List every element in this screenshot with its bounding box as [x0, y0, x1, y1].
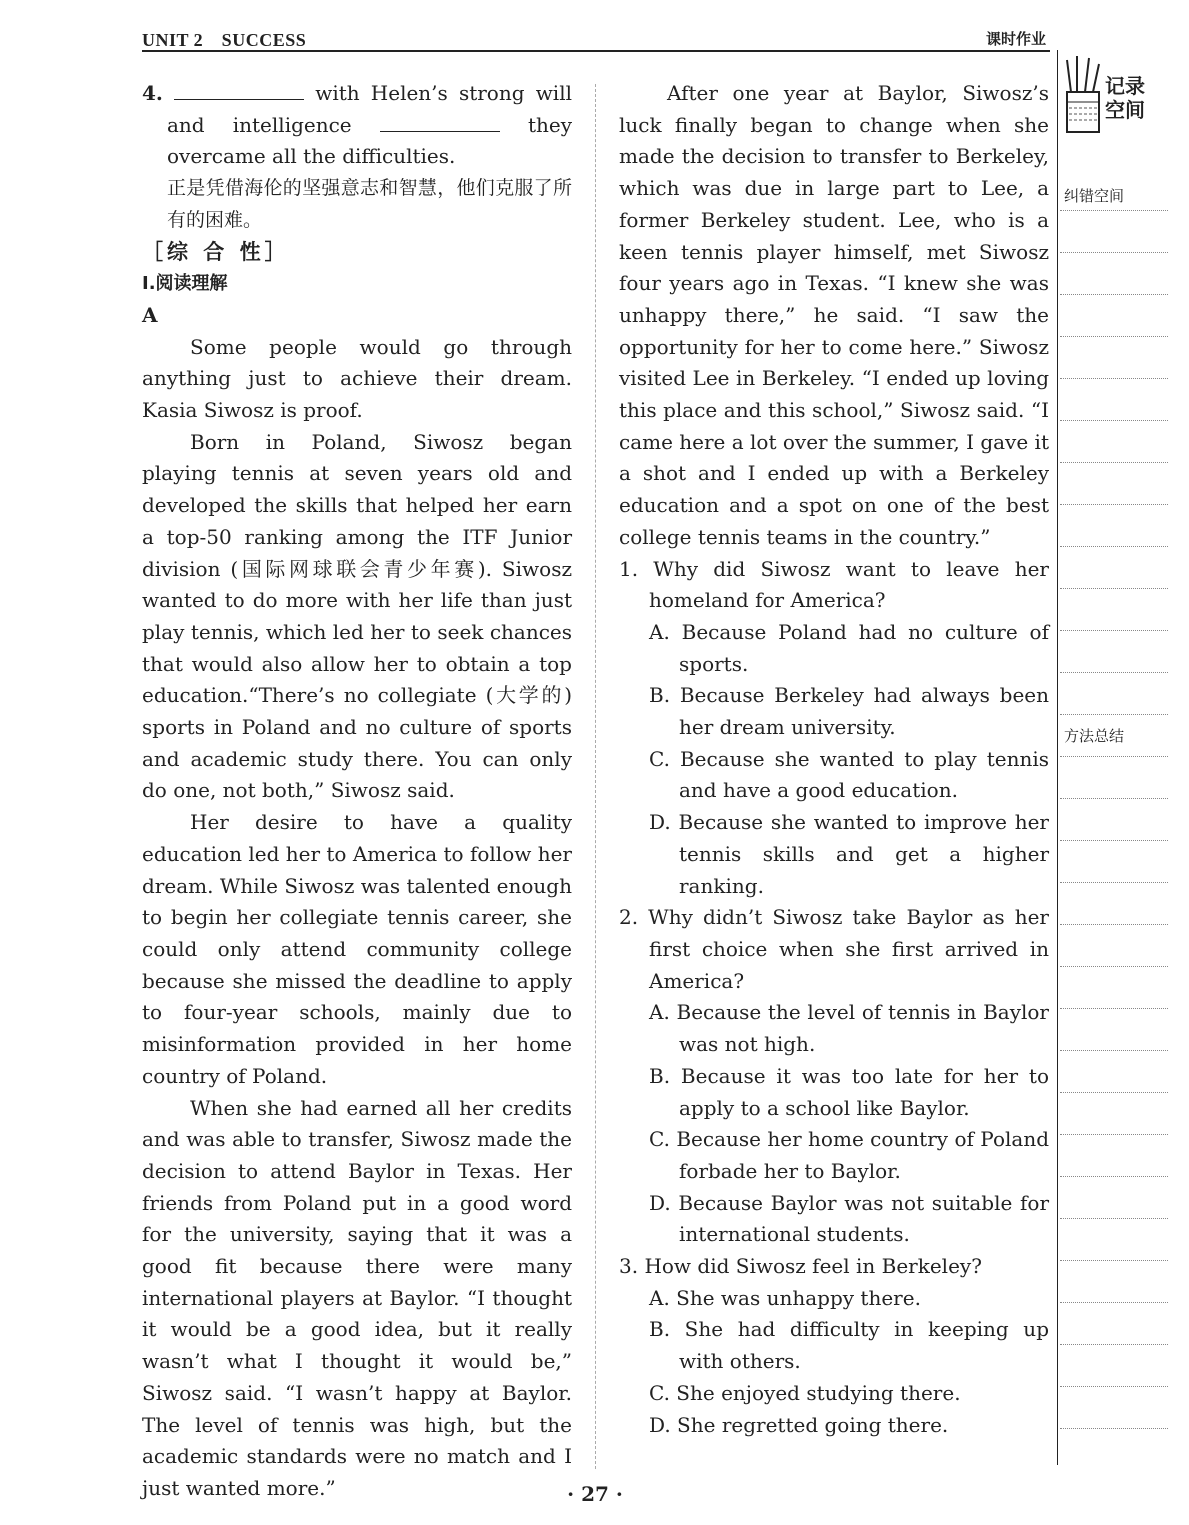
note-line: [1060, 840, 1168, 841]
option[interactable]: C. She enjoyed studying there.: [649, 1380, 961, 1405]
page-number: · 27 ·: [567, 1482, 623, 1506]
note-line: [1060, 1008, 1168, 1009]
note-line: [1060, 1176, 1168, 1177]
note-line: [1060, 798, 1168, 799]
left-column: [142, 78, 572, 1505]
paragraph: Born in Poland, Siwosz began playing tennis at seven years old and developed the skills that helped her earn a top-50 ranking among the ITF Junior division (国际网球联会青少年赛). Siwosz wanted to do more with her life than just play tennis, which led her to seek chances that would also allow her to obtain a top education.“There’s no collegiate (大学的) sports in Poland and no culture of sports and academic study there. You can only do one, not both,” Siwosz said.: [142, 429, 572, 803]
note-line: [1060, 756, 1168, 757]
note-line: [1060, 924, 1168, 925]
option[interactable]: D. Because Baylor was not suitable for international students.: [649, 1190, 1049, 1247]
option[interactable]: A. Because Poland had no culture of sports.: [649, 619, 1049, 676]
option[interactable]: D. Because she wanted to improve her tennis skills and get a higher ranking.: [649, 810, 1049, 898]
note-line: [1060, 672, 1168, 673]
paragraph: Some people would go through anything just to achieve their dream. Kasia Siwosz is proof.: [142, 334, 572, 423]
option[interactable]: D. She regretted going there.: [649, 1412, 949, 1437]
question-4: [142, 78, 572, 173]
note-line: [1060, 630, 1168, 631]
note-line: [1060, 1386, 1168, 1387]
logo-text: 记录空间: [1105, 74, 1145, 122]
method-summary-title: 方法总结: [1064, 727, 1125, 745]
page-header: [142, 26, 1050, 52]
section-title: ［综 合 性］: [142, 239, 290, 264]
note-line: [1060, 588, 1168, 589]
unit-title: UNIT 2 SUCCESS: [142, 30, 307, 50]
notes-sidebar: [1057, 50, 1170, 1465]
note-line: [1060, 1302, 1168, 1303]
question-stem: 3. How did Siwosz feel in Berkeley?: [619, 1254, 982, 1279]
note-line: [1060, 546, 1168, 547]
q4-blank-2[interactable]: [380, 130, 500, 132]
column-divider: [595, 84, 596, 1469]
note-line: [1060, 336, 1168, 337]
q4-text-1: with Helen’s strong will and intelligence: [167, 81, 572, 137]
error-space-title: 纠错空间: [1064, 187, 1125, 205]
q4-blank-1[interactable]: [174, 98, 304, 100]
note-line: [1060, 1092, 1168, 1093]
homework-label: 课时作业: [985, 30, 1046, 48]
option[interactable]: B. Because Berkeley had always been her dream university.: [649, 683, 1049, 740]
note-line: [1060, 504, 1168, 505]
note-line: [1060, 1344, 1168, 1345]
question-stem: 1. Why did Siwosz want to leave her homeland for America?: [619, 556, 1049, 613]
paragraph: Her desire to have a quality education led her to America to follow her dream. While Siwosz was talented enough to begin her collegiate tennis career, she could only attend community college because she missed the deadline to apply to four-year schools, mainly due to misinformation provided in her home country of Poland.: [142, 810, 572, 1088]
note-line: [1060, 1260, 1168, 1261]
option[interactable]: B. Because it was too late for her to apply to a school like Baylor.: [649, 1063, 1049, 1120]
paragraph: When she had earned all her credits and was able to transfer, Siwosz made the decision to attend Baylor in Texas. Her friends from Poland put in a good word for the university, saying that it was a good fit because there were many international players at Baylor. “I thought it would be a good idea, but it really wasn’t what I thought it would be,” Siwosz said. “I wasn’t happy at Baylor. The level of tennis was high, but the academic standards were no match and I just wanted more.”: [142, 1095, 572, 1500]
note-line: [1060, 252, 1168, 253]
option[interactable]: C. Because her home country of Poland forbade her to Baylor.: [649, 1127, 1049, 1183]
note-line: [1060, 294, 1168, 295]
question-stem: 2. Why didn’t Siwosz take Baylor as her first choice when she first arrived in America?: [619, 905, 1049, 993]
option[interactable]: C. Because she wanted to play tennis and have a good education.: [649, 746, 1049, 803]
note-line: [1060, 714, 1168, 715]
part-title: Ⅰ.阅读理解: [142, 273, 228, 295]
note-line: [1060, 1218, 1168, 1219]
option[interactable]: B. She had difficulty in keeping up with others.: [649, 1317, 1049, 1374]
note-line: [1060, 420, 1168, 421]
note-line: [1060, 882, 1168, 883]
q4-number: 4.: [142, 81, 163, 105]
note-line: [1060, 210, 1168, 211]
note-line: [1060, 1050, 1168, 1051]
note-line: [1060, 378, 1168, 379]
note-line: [1060, 462, 1168, 463]
option[interactable]: A. Because the level of tennis in Baylor was not high.: [649, 1000, 1049, 1057]
note-line: [1060, 1428, 1168, 1429]
q4-chinese: 正是凭借海伦的坚强意志和智慧，他们克服了所有的困难。: [167, 177, 572, 231]
q4-text-2: they overcame all the difficulties.: [167, 112, 572, 169]
passage-label: A: [142, 302, 158, 327]
option[interactable]: A. She was unhappy there.: [649, 1285, 921, 1310]
note-line: [1060, 966, 1168, 967]
right-column: [619, 78, 1049, 1441]
paragraph: After one year at Baylor, Siwosz’s luck finally began to change when she made the decision to transfer to Berkeley, which was due in large part to Lee, a former Berkeley student. Lee, who is a keen tennis player himself, met Siwosz four years ago in Texas. “I knew she was unhappy there,” he said. “I saw the opportunity for her to come here.” Siwosz visited Lee in Berkeley. “I ended up loving this place and this school,” Siwosz said. “I came here a lot over the summer, I gave it a shot and I ended up with a Berkeley education and a spot on one of the best college tennis teams in the country.”: [619, 81, 1049, 549]
note-line: [1060, 1134, 1168, 1135]
